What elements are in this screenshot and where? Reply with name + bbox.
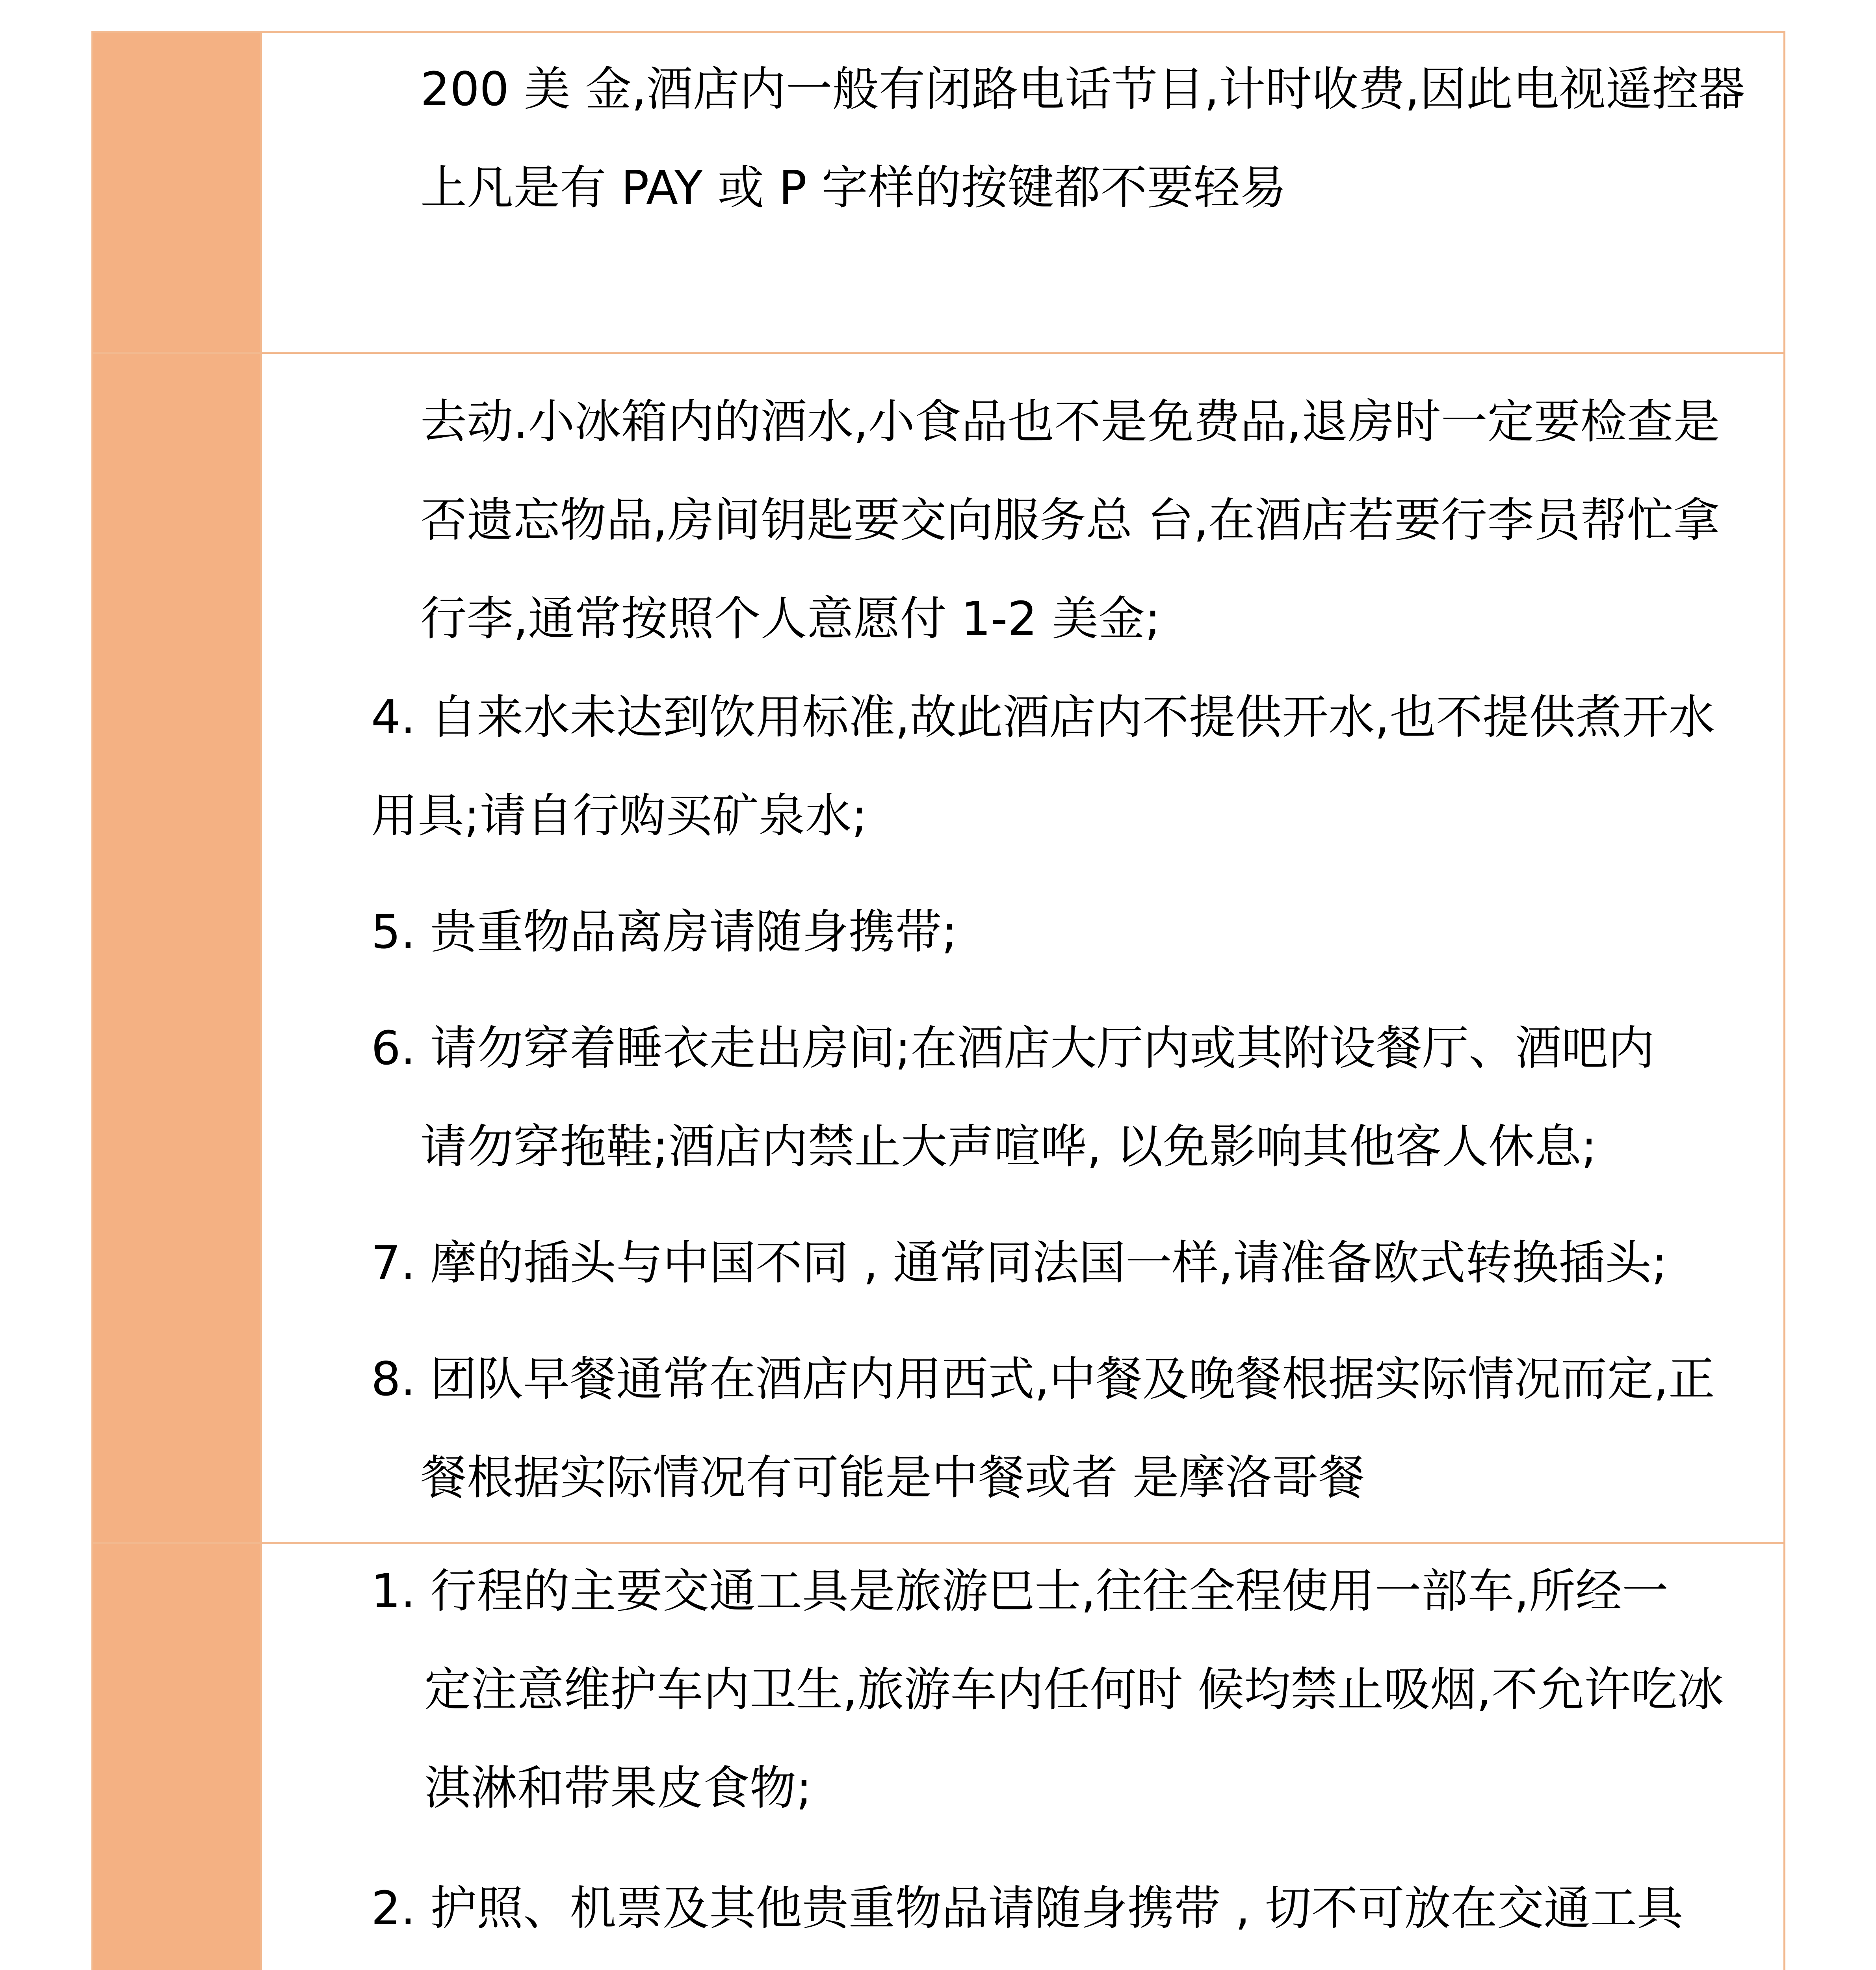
list-item-1: 1. 行程的主要交通工具是旅游巴士,往往全程使用一部车,所经一: [371, 1564, 1669, 1618]
row-content-cell: [262, 354, 1783, 1542]
text-line: 请勿穿拖鞋;酒店内禁止大声喧哗, 以免影响其他客人休息;: [420, 1119, 1597, 1174]
row-travel-notes: [93, 1544, 1783, 1970]
list-item-7: 7. 摩的插头与中国不同 , 通常同法国一样,请准备欧式转换插头;: [371, 1236, 1667, 1290]
text-line: 淇淋和带果皮食物;: [424, 1761, 812, 1815]
text-line: 用具;请自行购买矿泉水;: [371, 788, 867, 843]
row-content-cell: [262, 1544, 1783, 1970]
row-hotel-continued: [93, 33, 1783, 354]
row-content-cell: [262, 33, 1783, 352]
text-line: 200 美 金,酒店内一般有闭路电话节目,计时收费,因此电视遥控器: [420, 62, 1745, 116]
text-line: 定注意维护车内卫生,旅游车内任何时 候均禁止吸烟,不允许吃冰: [424, 1662, 1724, 1717]
text-line: 行李,通常按照个人意愿付 1-2 美金;: [420, 591, 1161, 646]
list-item-2: 2. 护照、机票及其他贵重物品请随身携带 , 切不可放在交通工具: [371, 1881, 1683, 1935]
list-item-8: 8. 团队早餐通常在酒店内用西式,中餐及晚餐根据实际情况而定,正: [371, 1352, 1715, 1406]
row-label-cell: [93, 33, 262, 352]
text-line: 餐根据实际情况有可能是中餐或者 是摩洛哥餐: [420, 1450, 1365, 1505]
list-item-5: 5. 贵重物品离房请随身携带;: [371, 905, 957, 959]
text-line: 去动.小冰箱内的酒水,小食品也不是免费品,退房时一定要检查是: [420, 394, 1720, 449]
list-item-6: 6. 请勿穿着睡衣走出房间;在酒店大厅内或其附设餐厅、酒吧内: [371, 1021, 1655, 1075]
notes-table: [91, 31, 1785, 1970]
row-hotel-notes: [93, 354, 1783, 1544]
row-label-cell: [93, 1544, 262, 1970]
list-item-4: 4. 自来水未达到饮用标准,故此酒店内不提供开水,也不提供煮开水: [371, 690, 1715, 744]
text-line: 上凡是有 PAY 或 P 字样的按键都不要轻易: [420, 160, 1287, 215]
text-line: 否遗忘物品,房间钥匙要交向服务总 台,在酒店若要行李员帮忙拿: [420, 493, 1720, 547]
row-label-cell: [93, 354, 262, 1542]
